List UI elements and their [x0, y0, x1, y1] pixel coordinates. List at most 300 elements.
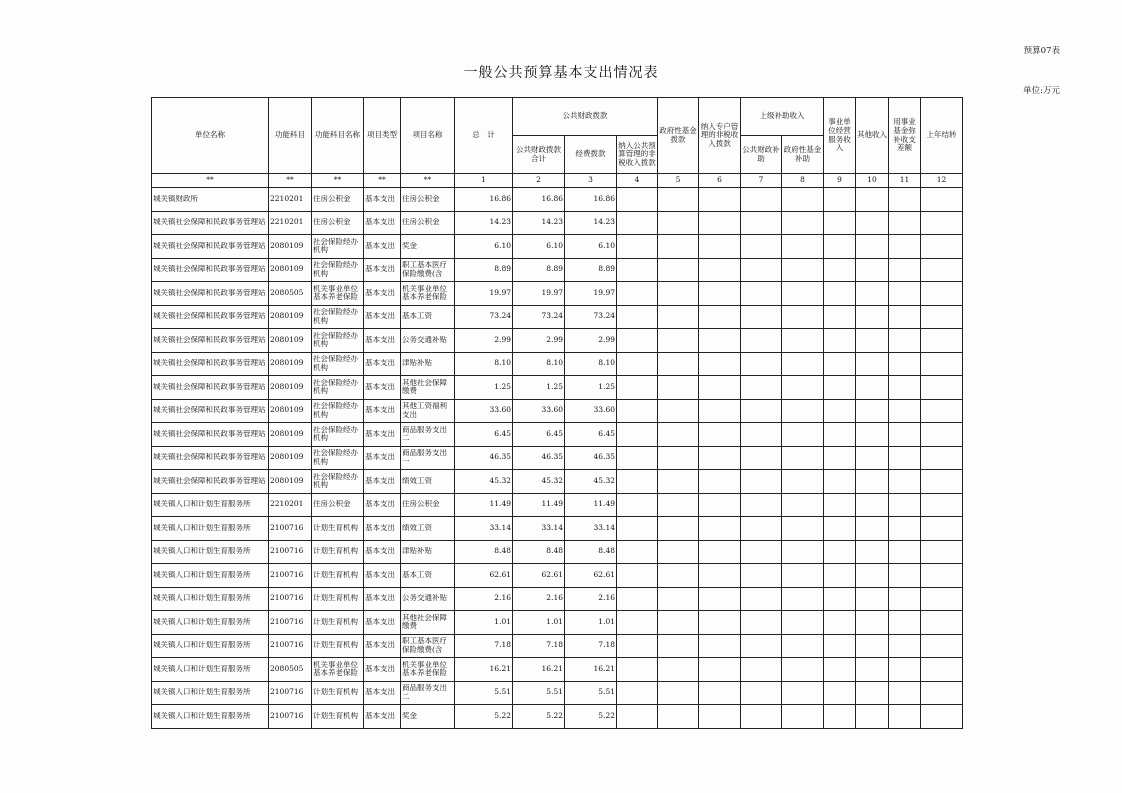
- empty-cell: [856, 258, 889, 282]
- empty-cell: [741, 305, 782, 329]
- empty-cell: [741, 611, 782, 635]
- empty-cell: [889, 329, 921, 353]
- func-name-cell: 住房公积金: [312, 188, 364, 212]
- item-type-cell: 基本支出: [364, 282, 401, 306]
- empty-cell: [617, 446, 658, 470]
- empty-cell: [856, 211, 889, 235]
- empty-cell: [658, 470, 699, 494]
- table-row: [152, 611, 963, 635]
- pf-subtotal-cell: 19.97: [513, 282, 565, 306]
- table-row: [152, 517, 963, 541]
- empty-cell: [699, 211, 741, 235]
- total-cell: 45.32: [455, 470, 513, 494]
- funding-cell: 1.01: [565, 611, 617, 635]
- empty-cell: [658, 282, 699, 306]
- empty-cell: [782, 282, 824, 306]
- total-cell: 1.01: [455, 611, 513, 635]
- item-name-cell: 津贴补贴: [401, 540, 455, 564]
- empty-cell: [658, 517, 699, 541]
- empty-cell: [889, 705, 921, 729]
- func-code-cell: 2080109: [269, 235, 312, 259]
- empty-cell: [889, 634, 921, 658]
- funding-cell: 8.89: [565, 258, 617, 282]
- table-row: [152, 658, 963, 682]
- index-cell: **: [401, 174, 455, 188]
- empty-cell: [741, 517, 782, 541]
- index-cell: 4: [617, 174, 658, 188]
- empty-cell: [658, 188, 699, 212]
- unit-name-cell: 城关镇社会保障和民政事务管理站: [152, 211, 269, 235]
- empty-cell: [741, 329, 782, 353]
- header-upper-public: 公共财政补助: [741, 136, 782, 174]
- empty-cell: [658, 305, 699, 329]
- empty-cell: [921, 634, 963, 658]
- empty-cell: [889, 658, 921, 682]
- empty-cell: [699, 634, 741, 658]
- header-fund-offset: 用事业基金弥补收支差额: [889, 98, 921, 174]
- table-row: [152, 235, 963, 259]
- total-cell: 19.97: [455, 282, 513, 306]
- empty-cell: [889, 188, 921, 212]
- empty-cell: [617, 352, 658, 376]
- empty-cell: [741, 188, 782, 212]
- empty-cell: [824, 587, 856, 611]
- table-row: [152, 352, 963, 376]
- unit-name-cell: 城关镇人口和计划生育服务所: [152, 493, 269, 517]
- empty-cell: [658, 681, 699, 705]
- func-name-cell: 计划生育机构: [312, 540, 364, 564]
- total-cell: 16.21: [455, 658, 513, 682]
- total-cell: 33.60: [455, 399, 513, 423]
- total-cell: 46.35: [455, 446, 513, 470]
- empty-cell: [617, 235, 658, 259]
- empty-cell: [782, 658, 824, 682]
- empty-cell: [658, 258, 699, 282]
- empty-cell: [699, 705, 741, 729]
- empty-cell: [824, 188, 856, 212]
- empty-cell: [824, 329, 856, 353]
- total-cell: 8.48: [455, 540, 513, 564]
- empty-cell: [782, 329, 824, 353]
- unit-name-cell: 城关镇财政所: [152, 188, 269, 212]
- empty-cell: [782, 564, 824, 588]
- empty-cell: [856, 188, 889, 212]
- func-code-cell: 2080505: [269, 658, 312, 682]
- empty-cell: [617, 681, 658, 705]
- empty-cell: [824, 470, 856, 494]
- header-other-income: 其他收入: [856, 98, 889, 174]
- pf-subtotal-cell: 2.99: [513, 329, 565, 353]
- empty-cell: [782, 376, 824, 400]
- item-type-cell: 基本支出: [364, 305, 401, 329]
- func-name-cell: 计划生育机构: [312, 611, 364, 635]
- index-cell: 5: [658, 174, 699, 188]
- index-cell: 2: [513, 174, 565, 188]
- empty-cell: [658, 540, 699, 564]
- table-row: [152, 376, 963, 400]
- empty-cell: [921, 352, 963, 376]
- item-name-cell: 津贴补贴: [401, 352, 455, 376]
- func-name-cell: 社会保险经办机构: [312, 376, 364, 400]
- header-public-finance: 公共财政拨款: [513, 98, 658, 136]
- empty-cell: [617, 258, 658, 282]
- total-cell: 8.89: [455, 258, 513, 282]
- item-type-cell: 基本支出: [364, 634, 401, 658]
- item-name-cell: 机关事业单位基本养老保险: [401, 658, 455, 682]
- empty-cell: [921, 211, 963, 235]
- funding-cell: 7.18: [565, 634, 617, 658]
- pf-subtotal-cell: 33.14: [513, 517, 565, 541]
- item-type-cell: 基本支出: [364, 611, 401, 635]
- empty-cell: [782, 611, 824, 635]
- item-name-cell: 职工基本医疗保险缴费(含: [401, 634, 455, 658]
- func-name-cell: 计划生育机构: [312, 587, 364, 611]
- empty-cell: [921, 540, 963, 564]
- empty-cell: [889, 235, 921, 259]
- empty-cell: [782, 305, 824, 329]
- empty-cell: [856, 235, 889, 259]
- item-name-cell: 职工基本医疗保险缴费(含: [401, 258, 455, 282]
- item-name-cell: 奖金: [401, 705, 455, 729]
- item-type-cell: 基本支出: [364, 235, 401, 259]
- header-func-code: 功能科目: [269, 98, 312, 174]
- empty-cell: [889, 540, 921, 564]
- empty-cell: [617, 587, 658, 611]
- item-type-cell: 基本支出: [364, 211, 401, 235]
- index-cell: **: [152, 174, 269, 188]
- func-name-cell: 机关事业单位基本养老保险: [312, 282, 364, 306]
- empty-cell: [889, 587, 921, 611]
- empty-cell: [617, 305, 658, 329]
- func-code-cell: 2210201: [269, 188, 312, 212]
- index-cell: 7: [741, 174, 782, 188]
- unit-name-cell: 城关镇社会保障和民政事务管理站: [152, 470, 269, 494]
- funding-cell: 2.99: [565, 329, 617, 353]
- func-code-cell: 2210201: [269, 211, 312, 235]
- func-name-cell: 机关事业单位基本养老保险: [312, 658, 364, 682]
- empty-cell: [699, 188, 741, 212]
- index-cell: 8: [782, 174, 824, 188]
- func-name-cell: 住房公积金: [312, 493, 364, 517]
- func-name-cell: 社会保险经办机构: [312, 352, 364, 376]
- empty-cell: [658, 493, 699, 517]
- empty-cell: [889, 282, 921, 306]
- func-name-cell: 计划生育机构: [312, 564, 364, 588]
- funding-cell: 33.60: [565, 399, 617, 423]
- empty-cell: [856, 446, 889, 470]
- empty-cell: [856, 470, 889, 494]
- empty-cell: [889, 470, 921, 494]
- item-type-cell: 基本支出: [364, 517, 401, 541]
- index-cell: 1: [455, 174, 513, 188]
- pf-subtotal-cell: 73.24: [513, 305, 565, 329]
- func-code-cell: 2080109: [269, 352, 312, 376]
- total-cell: 6.10: [455, 235, 513, 259]
- funding-cell: 33.14: [565, 517, 617, 541]
- item-type-cell: 基本支出: [364, 446, 401, 470]
- item-type-cell: 基本支出: [364, 352, 401, 376]
- empty-cell: [889, 446, 921, 470]
- total-cell: 2.99: [455, 329, 513, 353]
- unit-name-cell: 城关镇社会保障和民政事务管理站: [152, 258, 269, 282]
- item-name-cell: 商品服务支出一: [401, 446, 455, 470]
- table-row: [152, 329, 963, 353]
- empty-cell: [921, 376, 963, 400]
- funding-cell: 16.86: [565, 188, 617, 212]
- func-code-cell: 2100716: [269, 564, 312, 588]
- index-cell: **: [269, 174, 312, 188]
- empty-cell: [658, 423, 699, 447]
- pf-subtotal-cell: 33.60: [513, 399, 565, 423]
- pf-subtotal-cell: 5.51: [513, 681, 565, 705]
- empty-cell: [856, 352, 889, 376]
- empty-cell: [921, 282, 963, 306]
- item-name-cell: 其他社会保障缴费: [401, 376, 455, 400]
- empty-cell: [824, 564, 856, 588]
- pf-subtotal-cell: 8.10: [513, 352, 565, 376]
- empty-cell: [658, 705, 699, 729]
- func-code-cell: 2080109: [269, 305, 312, 329]
- func-name-cell: 社会保险经办机构: [312, 305, 364, 329]
- header-item-type: 项目类型: [364, 98, 401, 174]
- empty-cell: [921, 446, 963, 470]
- empty-cell: [617, 282, 658, 306]
- empty-cell: [782, 446, 824, 470]
- item-type-cell: 基本支出: [364, 188, 401, 212]
- funding-cell: 19.97: [565, 282, 617, 306]
- empty-cell: [856, 681, 889, 705]
- empty-cell: [824, 423, 856, 447]
- empty-cell: [699, 517, 741, 541]
- table-row: [152, 399, 963, 423]
- item-type-cell: 基本支出: [364, 540, 401, 564]
- item-name-cell: 公务交通补贴: [401, 587, 455, 611]
- empty-cell: [741, 258, 782, 282]
- empty-cell: [782, 587, 824, 611]
- empty-cell: [617, 611, 658, 635]
- empty-cell: [889, 376, 921, 400]
- empty-cell: [658, 634, 699, 658]
- empty-cell: [741, 352, 782, 376]
- header-gov-fund: 政府性基金拨款: [658, 98, 699, 174]
- empty-cell: [741, 658, 782, 682]
- empty-cell: [856, 658, 889, 682]
- item-type-cell: 基本支出: [364, 681, 401, 705]
- empty-cell: [856, 282, 889, 306]
- funding-cell: 62.61: [565, 564, 617, 588]
- funding-cell: 46.35: [565, 446, 617, 470]
- empty-cell: [782, 235, 824, 259]
- func-code-cell: 2100716: [269, 634, 312, 658]
- func-code-cell: 2100716: [269, 517, 312, 541]
- empty-cell: [699, 681, 741, 705]
- empty-cell: [824, 540, 856, 564]
- empty-cell: [782, 681, 824, 705]
- empty-cell: [824, 305, 856, 329]
- empty-cell: [921, 305, 963, 329]
- func-code-cell: 2080109: [269, 399, 312, 423]
- total-cell: 8.10: [455, 352, 513, 376]
- unit-name-cell: 城关镇人口和计划生育服务所: [152, 540, 269, 564]
- func-name-cell: 住房公积金: [312, 211, 364, 235]
- item-name-cell: 住房公积金: [401, 211, 455, 235]
- empty-cell: [741, 634, 782, 658]
- empty-cell: [889, 681, 921, 705]
- empty-cell: [699, 329, 741, 353]
- empty-cell: [782, 540, 824, 564]
- empty-cell: [699, 258, 741, 282]
- empty-cell: [889, 211, 921, 235]
- empty-cell: [617, 493, 658, 517]
- empty-cell: [824, 399, 856, 423]
- empty-cell: [658, 446, 699, 470]
- func-name-cell: 社会保险经办机构: [312, 423, 364, 447]
- index-cell: **: [364, 174, 401, 188]
- empty-cell: [658, 564, 699, 588]
- funding-cell: 5.51: [565, 681, 617, 705]
- empty-cell: [824, 658, 856, 682]
- empty-cell: [856, 305, 889, 329]
- funding-cell: 2.16: [565, 587, 617, 611]
- item-name-cell: 商品服务支出二: [401, 681, 455, 705]
- empty-cell: [856, 540, 889, 564]
- item-type-cell: 基本支出: [364, 705, 401, 729]
- total-cell: 14.23: [455, 211, 513, 235]
- item-type-cell: 基本支出: [364, 470, 401, 494]
- empty-cell: [617, 470, 658, 494]
- funding-cell: 73.24: [565, 305, 617, 329]
- header-special-account: 纳入专户管理的非税收入拨款: [699, 98, 741, 174]
- item-type-cell: 基本支出: [364, 587, 401, 611]
- unit-name-cell: 城关镇人口和计划生育服务所: [152, 587, 269, 611]
- table-row: [152, 282, 963, 306]
- empty-cell: [658, 352, 699, 376]
- empty-cell: [741, 399, 782, 423]
- empty-cell: [856, 493, 889, 517]
- item-name-cell: 基本工资: [401, 305, 455, 329]
- funding-cell: 5.22: [565, 705, 617, 729]
- empty-cell: [856, 399, 889, 423]
- pf-subtotal-cell: 8.89: [513, 258, 565, 282]
- empty-cell: [824, 446, 856, 470]
- empty-cell: [741, 705, 782, 729]
- pf-subtotal-cell: 11.49: [513, 493, 565, 517]
- empty-cell: [741, 446, 782, 470]
- empty-cell: [741, 470, 782, 494]
- empty-cell: [921, 399, 963, 423]
- empty-cell: [889, 423, 921, 447]
- unit-name-cell: 城关镇社会保障和民政事务管理站: [152, 282, 269, 306]
- unit-name-cell: 城关镇社会保障和民政事务管理站: [152, 376, 269, 400]
- empty-cell: [889, 399, 921, 423]
- item-name-cell: 奖金: [401, 235, 455, 259]
- func-name-cell: 社会保险经办机构: [312, 235, 364, 259]
- pf-subtotal-cell: 16.86: [513, 188, 565, 212]
- funding-cell: 6.10: [565, 235, 617, 259]
- funding-cell: 6.45: [565, 423, 617, 447]
- header-upper-gov-fund: 政府性基金补助: [782, 136, 824, 174]
- func-code-cell: 2100716: [269, 611, 312, 635]
- empty-cell: [741, 235, 782, 259]
- index-cell: 3: [565, 174, 617, 188]
- empty-cell: [658, 329, 699, 353]
- table-row: [152, 587, 963, 611]
- empty-cell: [741, 423, 782, 447]
- pf-subtotal-cell: 6.45: [513, 423, 565, 447]
- empty-cell: [699, 658, 741, 682]
- pf-subtotal-cell: 16.21: [513, 658, 565, 682]
- func-code-cell: 2080109: [269, 423, 312, 447]
- pf-subtotal-cell: 1.25: [513, 376, 565, 400]
- empty-cell: [921, 705, 963, 729]
- table-row: [152, 470, 963, 494]
- empty-cell: [889, 493, 921, 517]
- empty-cell: [921, 564, 963, 588]
- unit-name-cell: 城关镇社会保障和民政事务管理站: [152, 235, 269, 259]
- index-cell: 10: [856, 174, 889, 188]
- header-funding: 经费拨款: [565, 136, 617, 174]
- empty-cell: [741, 493, 782, 517]
- table-row: [152, 211, 963, 235]
- item-type-cell: 基本支出: [364, 376, 401, 400]
- empty-cell: [699, 446, 741, 470]
- pf-subtotal-cell: 7.18: [513, 634, 565, 658]
- item-name-cell: 绩效工资: [401, 517, 455, 541]
- empty-cell: [699, 470, 741, 494]
- empty-cell: [889, 517, 921, 541]
- empty-cell: [699, 564, 741, 588]
- empty-cell: [617, 188, 658, 212]
- empty-cell: [782, 517, 824, 541]
- func-name-cell: 计划生育机构: [312, 634, 364, 658]
- empty-cell: [856, 634, 889, 658]
- funding-cell: 45.32: [565, 470, 617, 494]
- document-title: 一般公共预算基本支出情况表: [463, 65, 659, 81]
- empty-cell: [699, 611, 741, 635]
- func-code-cell: 2100716: [269, 705, 312, 729]
- empty-cell: [741, 564, 782, 588]
- item-type-cell: 基本支出: [364, 658, 401, 682]
- empty-cell: [889, 258, 921, 282]
- empty-cell: [824, 681, 856, 705]
- empty-cell: [741, 376, 782, 400]
- total-cell: 5.51: [455, 681, 513, 705]
- empty-cell: [824, 258, 856, 282]
- item-name-cell: 住房公积金: [401, 493, 455, 517]
- header-func-name: 功能科目名称: [312, 98, 364, 174]
- funding-cell: 11.49: [565, 493, 617, 517]
- item-name-cell: 基本工资: [401, 564, 455, 588]
- empty-cell: [617, 329, 658, 353]
- func-code-cell: 2100716: [269, 681, 312, 705]
- pf-subtotal-cell: 14.23: [513, 211, 565, 235]
- empty-cell: [782, 258, 824, 282]
- empty-cell: [824, 211, 856, 235]
- empty-cell: [856, 587, 889, 611]
- unit-name-cell: 城关镇人口和计划生育服务所: [152, 564, 269, 588]
- func-code-cell: 2080109: [269, 446, 312, 470]
- empty-cell: [856, 705, 889, 729]
- pf-subtotal-cell: 45.32: [513, 470, 565, 494]
- empty-cell: [856, 517, 889, 541]
- header-included-budget: 纳入公共预算管理的非税收入拨款: [617, 136, 658, 174]
- empty-cell: [889, 564, 921, 588]
- table-row: [152, 493, 963, 517]
- empty-cell: [617, 211, 658, 235]
- pf-subtotal-cell: 5.22: [513, 705, 565, 729]
- empty-cell: [856, 329, 889, 353]
- total-cell: 7.18: [455, 634, 513, 658]
